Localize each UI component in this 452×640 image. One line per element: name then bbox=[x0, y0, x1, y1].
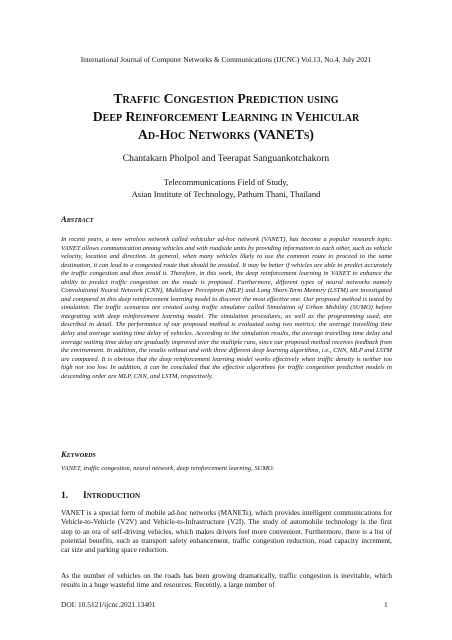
section-number: 1. bbox=[61, 490, 69, 501]
page-number: 1 bbox=[384, 600, 388, 609]
title-line-1: Traffic Congestion Prediction using bbox=[113, 91, 339, 106]
affiliation-line-2: Asian Institute of Technology, Pathum Thani, Thailand bbox=[131, 188, 321, 199]
paper-title bbox=[30, 90, 422, 144]
journal-running-head: International Journal of Computer Networks & Communications (IJCNC) Vol.13, No.4, July 2021 bbox=[80, 55, 372, 64]
title-line-3: Ad-Hoc Networks (VANETs) bbox=[138, 127, 314, 142]
author-list: Chantakarn Pholpol and Teerapat Sanguankotchakorn bbox=[122, 153, 330, 164]
introduction-paragraph-1: VANET is a special form of mobile ad-hoc networks (MANETs), which provides intelligent communications for Vehicle-to-Vehicle (V2V) and Vehicle-to-Infrastructure (V2I). The study of automobile technology is the first step to an era of self-driving vehicles, which makes drivers feel more convenient. Furthermore, there is a list of potential benefits, such as transport safety enhancement, traffic congestion reduction, road capacity increment, car size and parking space reduction. bbox=[61, 509, 392, 555]
affiliation bbox=[0, 177, 452, 200]
introduction-paragraph-2: As the number of vehicles on the roads has been growing dramatically, traffic congestion is inevitable, which results in a huge wasteful time and resources. Recently, a large number of bbox=[61, 572, 392, 590]
abstract-text: In recent years, a new wireless network called vehicular ad-hoc network (VANET), has become a popular research topic. VANET allows communication among vehicles and with roadside units by providing information to each other, such as vehicle velocity, location and direction. In general, when many vehicles likely to use the common route to proceed to the same destination, it can lead to a congested route that should be avoided. It may be better if vehicles are able to predict accurately the traffic congestion and then avoid it. Therefore, in this work, the deep reinforcement learning in VANET to enhance the ability to predict traffic congestion on the roads is proposed. Furthermore, different types of neural networks namely Convolutional Neural Network (CNN), Multilayer Perceptron (MLP) and Long Short-Term Memory (LSTM) are investigated and compared in this deep reinforcement learning model to discover the most effective one. Our proposed method is tested by simulation. The traffic scenarios are created using traffic simulator called Simulation of Urban Mobility (SUMO) before integrating with deep reinforcement learning model. The simulation procedures, as well as the programming used, are described in detail. The performance of our proposed method is evaluated using two metrics; the average travelling time delay and average waiting time delay of vehicles. According to the simulation results, the average travelling time delay and average waiting time delay are gradually improved over the multiple runs, since our proposed method receives feedback from the environment. In addition, the results without and with three different deep learning algorithms, i.e., CNN, MLP and LSTM are compared. It is obvious that the deep reinforcement learning model works effectively when traffic density is neither too high nor too low. In addition, it can be concluded that the effective algorithms for traffic congestion prediction models in descending order are MLP, CNN, and LSTM, respectively. bbox=[61, 236, 392, 380]
doi-footer: DOI: 10.5121/ijcnc.2021.13401 bbox=[61, 600, 156, 609]
keywords-text: VANET, traffic congestion, neural network, deep reinforcement learning, SUMO. bbox=[61, 465, 275, 472]
section-title: Introduction bbox=[83, 490, 141, 501]
abstract-heading: Abstract bbox=[61, 214, 94, 224]
introduction-heading bbox=[61, 490, 140, 501]
title-line-2: Deep Reinforcement Learning in Vehicular bbox=[92, 109, 360, 124]
affiliation-line-1: Telecommunications Field of Study, bbox=[163, 177, 289, 187]
keywords-heading: Keywords bbox=[61, 449, 96, 459]
